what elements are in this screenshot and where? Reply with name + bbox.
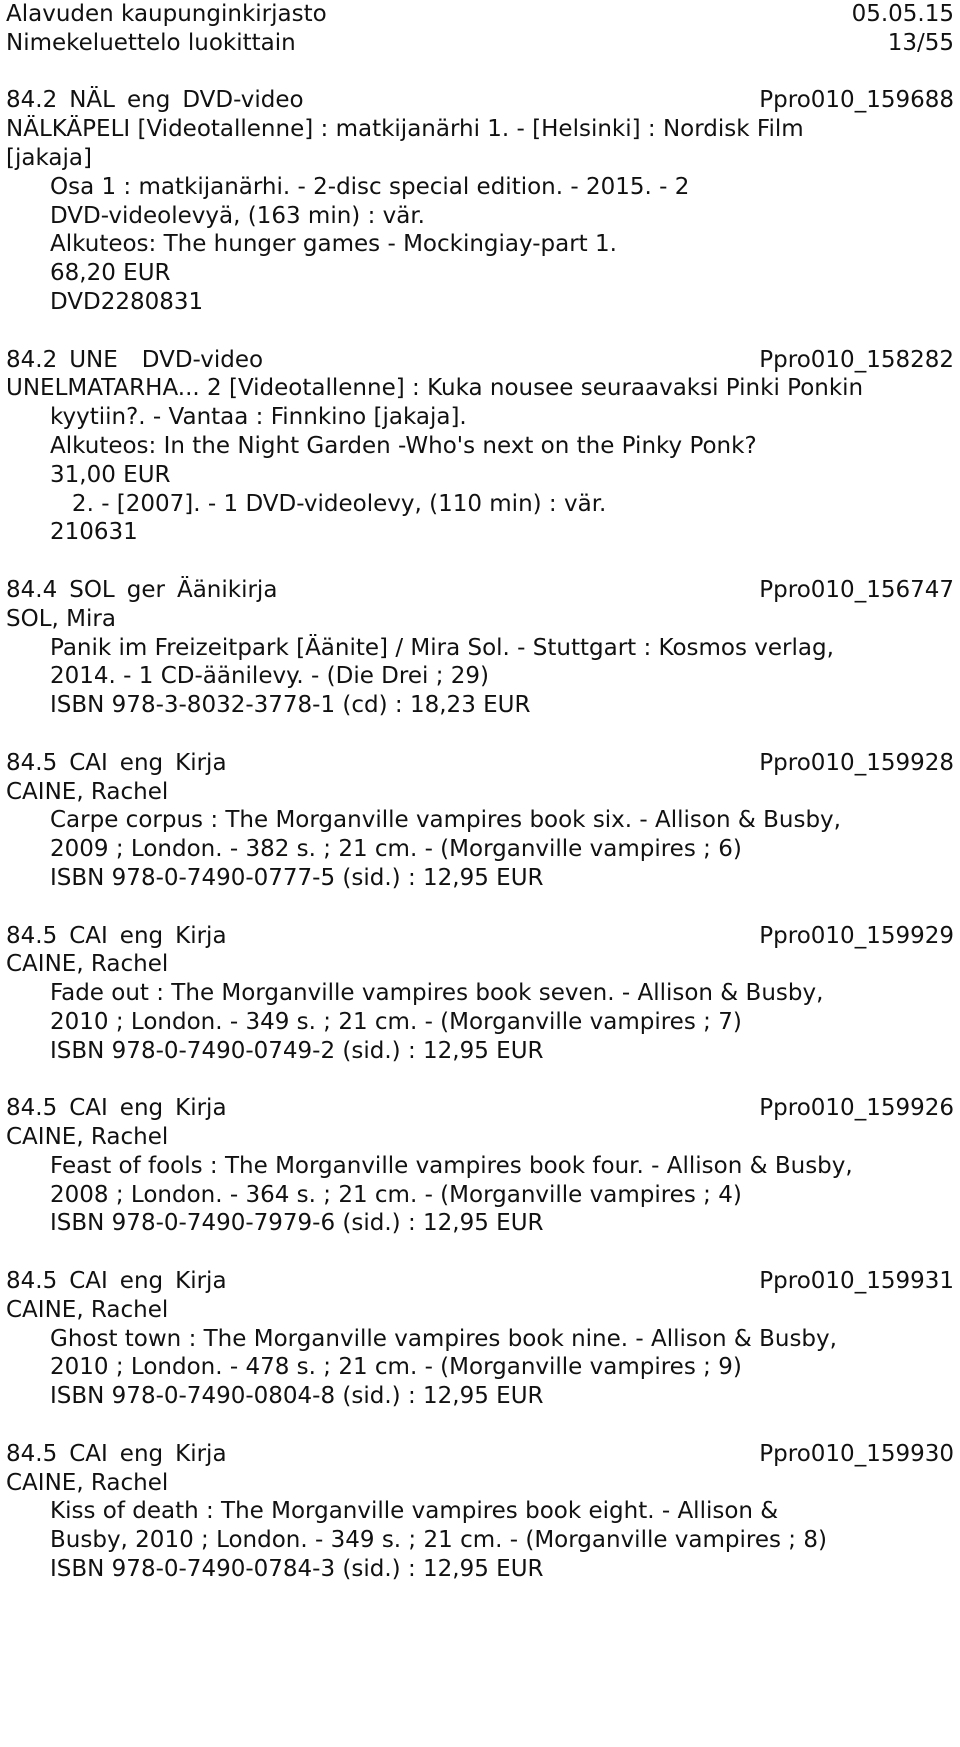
record-class-number: 84.2 [6,346,58,373]
record-material-type: Kirja [175,749,227,776]
record-shelf-code: NÄL [69,87,115,114]
record-description-line: kyytiin?. - Vantaa : Finnkino [jakaja]. [50,404,467,431]
catalog-record [6,749,954,922]
record-id: Ppro010_158282 [759,346,954,373]
header-spacer [6,58,954,87]
record-class-number: 84.4 [6,576,58,603]
record-classification [6,1094,227,1123]
record-id: Ppro010_159928 [759,749,954,776]
record-main-entry: SOL, Mira [6,605,116,632]
record-classification [6,1440,227,1469]
record-shelf-code: SOL [69,576,115,603]
catalog-record [6,86,954,345]
record-language: eng [126,87,171,114]
record-language: eng [119,1268,164,1295]
record-class-number: 84.5 [6,922,58,949]
catalog-record [6,1440,954,1584]
record-description-line: Carpe corpus : The Morganville vampires book six. - Allison & Busby, [50,807,841,834]
record-shelf-code: CAI [69,1440,108,1467]
record-description-line: Osa 1 : matkijanärhi. - 2-disc special edition. - 2015. - 2 [50,173,690,200]
record-main-entry: [jakaja] [6,144,92,171]
record-heading [6,1267,954,1296]
record-description-line: 31,00 EUR [50,461,171,488]
record-spacer [6,317,954,346]
record-classification [6,1267,227,1296]
record-description-line: 2008 ; London. - 364 s. ; 21 cm. - (Morganville vampires ; 4) [50,1181,742,1208]
record-main-entry: CAINE, Rachel [6,1296,169,1323]
record-main-entry: CAINE, Rachel [6,1124,169,1151]
record-main-entry: CAINE, Rachel [6,951,169,978]
record-language: eng [119,922,164,949]
record-class-number: 84.5 [6,1095,58,1122]
record-id: Ppro010_156747 [759,576,954,603]
record-shelf-code: CAI [69,1095,108,1122]
record-class-number: 84.2 [6,87,58,114]
record-material-type: DVD-video [182,87,304,114]
record-language: eng [119,1095,164,1122]
record-classification [6,749,227,778]
record-id: Ppro010_159930 [759,1440,954,1467]
catalog-record [6,576,954,749]
record-spacer [6,1065,954,1094]
record-description-line: 2010 ; London. - 478 s. ; 21 cm. - (Morganville vampires ; 9) [50,1354,742,1381]
record-description-line: Ghost town : The Morganville vampires book nine. - Allison & Busby, [50,1325,837,1352]
record-description-line: ISBN 978-0-7490-0784-3 (sid.) : 12,95 EUR [50,1556,544,1583]
record-description-line: Busby, 2010 ; London. - 349 s. ; 21 cm. - (Morganville vampires ; 8) [50,1527,827,1554]
record-language: eng [119,749,164,776]
print-date: 05.05.15 [851,1,954,27]
page-number: 13/55 [887,29,954,56]
record-classification [6,346,263,375]
record-material-type: Kirja [175,1268,227,1295]
record-description-line: ISBN 978-0-7490-7979-6 (sid.) : 12,95 EUR [50,1210,544,1237]
record-list [6,86,954,1583]
record-material-type: Kirja [175,1440,227,1467]
record-spacer [6,893,954,922]
record-shelf-code: CAI [69,749,108,776]
record-material-type: Kirja [175,1095,227,1122]
record-description-line: ISBN 978-0-7490-0749-2 (sid.) : 12,95 EUR [50,1037,544,1064]
library-name: Alavuden kaupunginkirjasto [6,1,327,27]
record-heading [6,576,954,605]
header-row-2 [6,29,954,58]
record-language: ger [126,576,165,603]
record-class-number: 84.5 [6,749,58,776]
record-id: Ppro010_159688 [759,87,954,114]
record-classification [6,922,227,951]
record-description-line: ISBN 978-0-7490-0777-5 (sid.) : 12,95 EUR [50,864,544,891]
record-description-line: 210631 [50,519,138,546]
record-spacer [6,720,954,749]
header-row-1 [6,0,954,29]
record-description-line: DVD2280831 [50,288,204,315]
record-description-line: 68,20 EUR [50,260,171,287]
record-description-line: DVD-videolevyä, (163 min) : vär. [50,202,425,229]
record-heading [6,86,954,115]
record-shelf-code: UNE [69,346,118,373]
record-spacer [6,1411,954,1440]
record-class-number: 84.5 [6,1440,58,1467]
record-main-entry: UNELMATARHA... 2 [Videotallenne] : Kuka nousee seuraavaksi Pinki Ponkin [6,375,864,402]
record-description-line: Alkuteos: In the Night Garden -Who's next on the Pinky Ponk? [50,432,757,459]
catalog-record [6,1267,954,1440]
record-material-type: Kirja [175,922,227,949]
record-shelf-code: CAI [69,1268,108,1295]
record-description-line: Kiss of death : The Morganville vampires book eight. - Allison & [50,1498,779,1525]
record-language: eng [119,1440,164,1467]
catalog-record [6,1094,954,1267]
record-material-type: Äänikirja [176,576,278,603]
record-spacer [6,1238,954,1267]
record-heading [6,1094,954,1123]
record-main-entry: CAINE, Rachel [6,778,169,805]
record-description-line: Alkuteos: The hunger games - Mockingiay-part 1. [50,231,617,258]
record-main-entry: CAINE, Rachel [6,1469,169,1496]
record-id: Ppro010_159926 [759,1095,954,1122]
record-description-line: Feast of fools : The Morganville vampires book four. - Allison & Busby, [50,1152,853,1179]
record-spacer [6,547,954,576]
record-material-type: DVD-video [141,346,264,373]
record-description-line: 2010 ; London. - 349 s. ; 21 cm. - (Morganville vampires ; 7) [50,1008,742,1035]
record-heading [6,749,954,778]
record-class-number: 84.5 [6,1268,58,1295]
list-title: Nimekeluettelo luokittain [6,29,296,56]
catalog-record [6,922,954,1095]
catalog-record [6,346,954,576]
record-shelf-code: CAI [69,922,108,949]
record-heading [6,346,954,375]
record-heading [6,1440,954,1469]
record-description-line: Fade out : The Morganville vampires book seven. - Allison & Busby, [50,980,824,1007]
record-description-line: 2. - [2007]. - 1 DVD-videolevy, (110 min) : vär. [50,490,607,517]
record-description-line: ISBN 978-0-7490-0804-8 (sid.) : 12,95 EUR [50,1383,544,1410]
record-classification [6,576,277,605]
record-id: Ppro010_159929 [759,922,954,949]
record-classification [6,86,304,115]
record-main-entry: NÄLKÄPELI [Videotallenne] : matkijanärhi 1. - [Helsinki] : Nordisk Film [6,116,804,143]
record-description-line: 2014. - 1 CD-äänilevy. - (Die Drei ; 29) [50,663,489,690]
record-description-line: ISBN 978-3-8032-3778-1 (cd) : 18,23 EUR [50,692,531,719]
record-description-line: Panik im Freizeitpark [Äänite] / Mira Sol. - Stuttgart : Kosmos verlag, [50,634,834,661]
record-id: Ppro010_159931 [759,1268,954,1295]
record-description-line: 2009 ; London. - 382 s. ; 21 cm. - (Morganville vampires ; 6) [50,836,742,863]
record-heading [6,922,954,951]
